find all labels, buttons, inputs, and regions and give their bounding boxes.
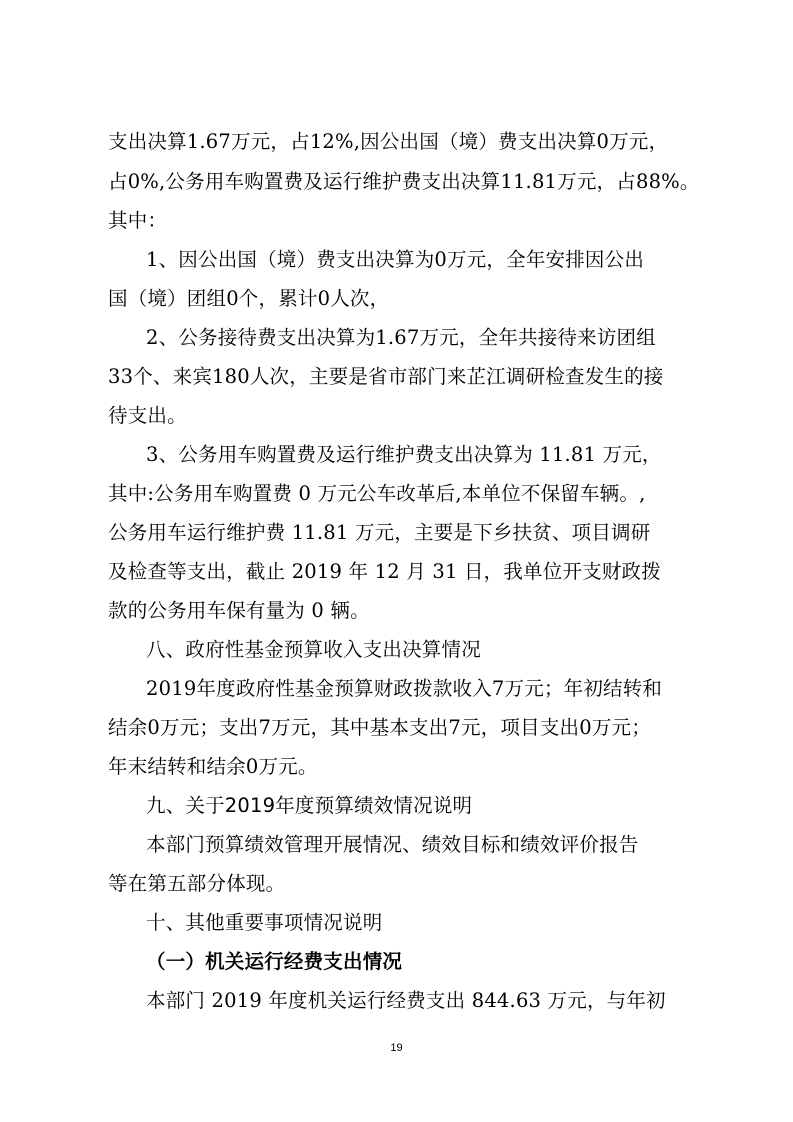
section-heading-10: 十、其他重要事项情况说明 (146, 911, 383, 934)
paragraph-line: 占0%,公务用车购置费及运行维护费支出决算11.81万元，占88%。 (108, 170, 700, 193)
list-item-3-line: 3、公务用车购置费及运行维护费支出决算为 11.81 万元， (146, 443, 662, 466)
list-item-3-line: 款的公务用车保有量为 0 辆。 (108, 599, 370, 622)
subsection-heading: （一）机关运行经费支出情况 (146, 950, 403, 973)
list-item-3-line: 公务用车运行维护费 11.81 万元，主要是下乡扶贫、项目调研 (108, 521, 651, 544)
paragraph-line: 等在第五部分体现。 (108, 872, 286, 895)
paragraph-line: 本部门预算绩效管理开展情况、绩效目标和绩效评价报告 (146, 833, 639, 856)
paragraph-line: 结余0万元；支出7万元，其中基本支出7元，项目支出0万元； (108, 716, 651, 739)
list-item-3-line: 其中:公务用车购置费 0 万元公车改革后,本单位不保留车辆。, (108, 482, 646, 505)
section-heading-8: 八、政府性基金预算收入支出决算情况 (146, 638, 481, 661)
list-item-2-line: 待支出。 (108, 404, 187, 427)
list-item-1-line: 国（境）团组0个，累计0人次， (108, 287, 390, 310)
paragraph-line: 本部门 2019 年度机关运行经费支出 844.63 万元，与年初 (146, 989, 666, 1012)
paragraph-line: 支出决算1.67万元，占12%,因公出国（境）费支出决算0万元， (108, 130, 669, 153)
list-item-3-line: 及检查等支出，截止 2019 年 12 月 31 日，我单位开支财政拨 (108, 560, 661, 583)
list-item-2-line: 2、公务接待费支出决算为1.67万元，全年共接待来访团组 (146, 326, 656, 349)
list-item-1-line: 1、因公出国（境）费支出决算为0万元，全年安排因公出 (146, 248, 645, 271)
paragraph-line: 2019年度政府性基金预算财政拨款收入7万元；年初结转和 (146, 677, 663, 700)
list-item-2-line: 33个、来宾180人次，主要是省市部门来芷江调研检查发生的接 (108, 365, 664, 388)
paragraph-line: 年末结转和结余0万元。 (108, 755, 318, 778)
section-heading-9: 九、关于2019年度预算绩效情况说明 (146, 794, 473, 817)
page-number: 19 (390, 1042, 403, 1054)
paragraph-line: 其中： (108, 209, 168, 232)
